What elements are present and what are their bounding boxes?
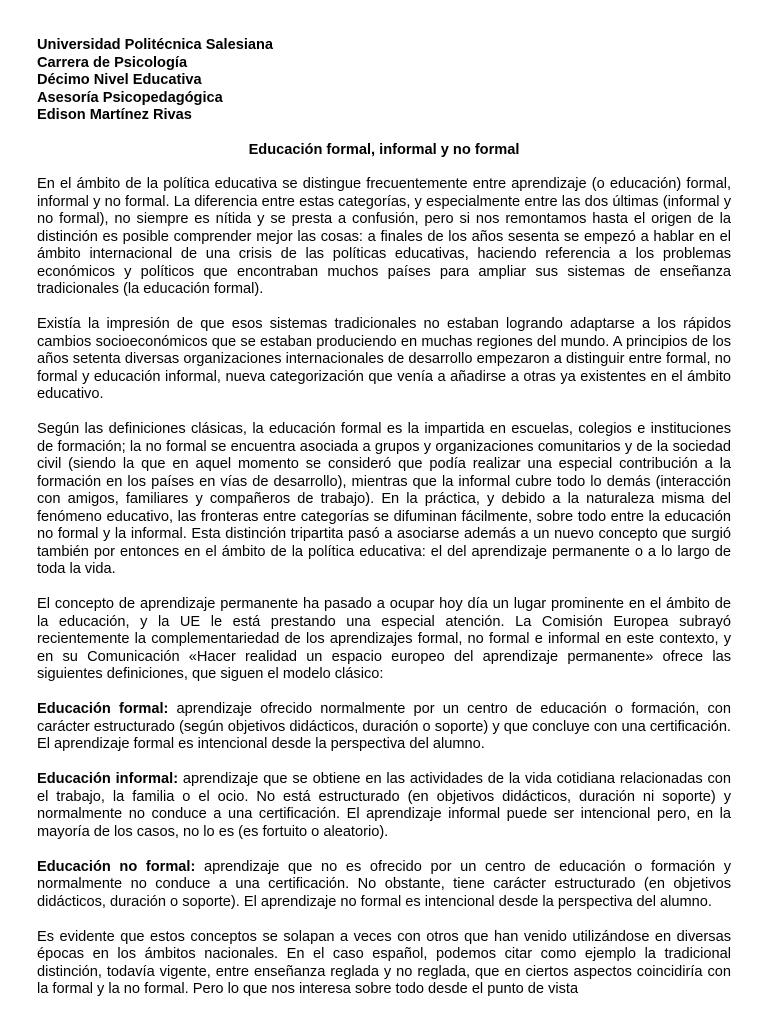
document-body: [37, 37, 731, 1016]
header-level: Décimo Nivel Educativa: [37, 72, 202, 88]
paragraph-context: Existía la impresión de que esos sistemas tradicionales no estaban logrando adaptarse a los rápidos cambios socioeconómicos que se estaban produciendo en muchas regiones del mundo. A principios de los años setenta diversas organizaciones internacionales de desarrollo empezaron a distinguir entre formal, no formal y educación informal, nueva categorización que venía a añadirse a otras ya existentes en el ámbito educativo.: [37, 316, 731, 402]
header-program: Carrera de Psicología: [37, 54, 188, 71]
header-block: [37, 37, 731, 125]
header-author: Edison Martínez Rivas: [37, 107, 192, 123]
paragraph-closing: Es evidente que estos conceptos se solapan a veces con otros que han venido utilizándose en diversas épocas en los ámbitos nacionales. En el caso español, podemos citar como ejemplo la tradicional distinción, todavía vigente, entre enseñanza reglada y no reglada, que en ciertos aspectos coincidiría con la formal y la no formal. Pero lo que nos interesa sobre todo desde el punto de vista: [37, 928, 731, 997]
definition-text: aprendizaje que no es ofrecido por un centro de educación o formación y normalmente no conduce a una certificación. No obstante, tiene carácter estructurado (en objetivos didácticos, duración o soporte). El aprendizaje no formal es intencional desde la perspectiva del alumno.: [37, 858, 731, 910]
definition-formal: [37, 701, 731, 754]
document-title: Educación formal, informal y no formal: [248, 141, 520, 158]
header-course: Asesoría Psicopedagógica: [37, 89, 223, 106]
paragraph-intro: En el ámbito de la política educativa se distingue frecuentemente entre aprendizaje (o educación) formal, informal y no formal. La diferencia entre estas categorías, y especialmente entre las dos últimas (informal y no formal), no siempre es nítida y se presta a confusión, pero si nos remontamos hasta el origen de la distinción es posible comprender mejor las cosas: a finales de los años sesenta se empezó a hablar en el ámbito internacional de una crisis de las políticas educativas, haciendo referencia a los problemas económicos y políticos que encontraban muchos países para ampliar sus sistemas de enseñanza tradicionales (la educación formal).: [37, 176, 731, 297]
definition-non-formal: [37, 859, 731, 912]
definition-informal: [37, 771, 731, 841]
definition-term: Educación no formal:: [37, 858, 196, 875]
definition-text: aprendizaje ofrecido normalmente por un centro de educación o formación, con carácter estructurado (según objetivos didácticos, duración o soporte) y que concluye con una certificación. El aprendizaje formal es intencional desde la perspectiva del alumno.: [37, 701, 731, 752]
definition-term: Educación formal:: [37, 701, 169, 717]
paragraph-lifelong-learning: El concepto de aprendizaje permanente ha pasado a ocupar hoy día un lugar prominente en el ámbito de la educación, y la UE le está prestando una especial atención. La Comisión Europea subrayó recientemente la complementariedad de los aprendizajes formal, no formal e informal en este contexto, y en su Comunicación «Hacer realidad un espacio europeo del aprendizaje permanente» ofrece las siguientes definiciones, que siguen el modelo clásico:: [37, 596, 731, 682]
definition-term: Educación informal:: [37, 771, 179, 787]
definition-text: aprendizaje que se obtiene en las actividades de la vida cotidiana relacionadas con el trabajo, la familia o el ocio. No está estructurado (en objetivos didácticos, duración ni soporte) y normalmente no conduce a una certificación. El aprendizaje informal puede ser intencional pero, en la mayoría de los casos, no lo es (es fortuito o aleatorio).: [37, 771, 731, 840]
header-university: Universidad Politécnica Salesiana: [37, 37, 274, 53]
paragraph-classic-definitions: Según las definiciones clásicas, la educación formal es la impartida en escuelas, colegios e instituciones de formación; la no formal se encuentra asociada a grupos y organizaciones comunitarios y de la sociedad civil (siendo la que en aquel momento se consideró que podía realizar una especial contribución a la formación en los países en vías de desarrollo), mientras que la informal cubre todo lo demás (interacción con amigos, familiares y compañeros de trabajo). En la práctica, y debido a la naturaleza misma del fenómeno educativo, las fronteras entre categorías se difuminan fácilmente, sobre todo entre la educación no formal y la informal. Esta distinción tripartita pasó a asociarse además a un nuevo concepto que surgió también por entonces en el ámbito de la política educativa: el del aprendizaje permanente o a lo largo de toda la vida.: [37, 421, 731, 577]
